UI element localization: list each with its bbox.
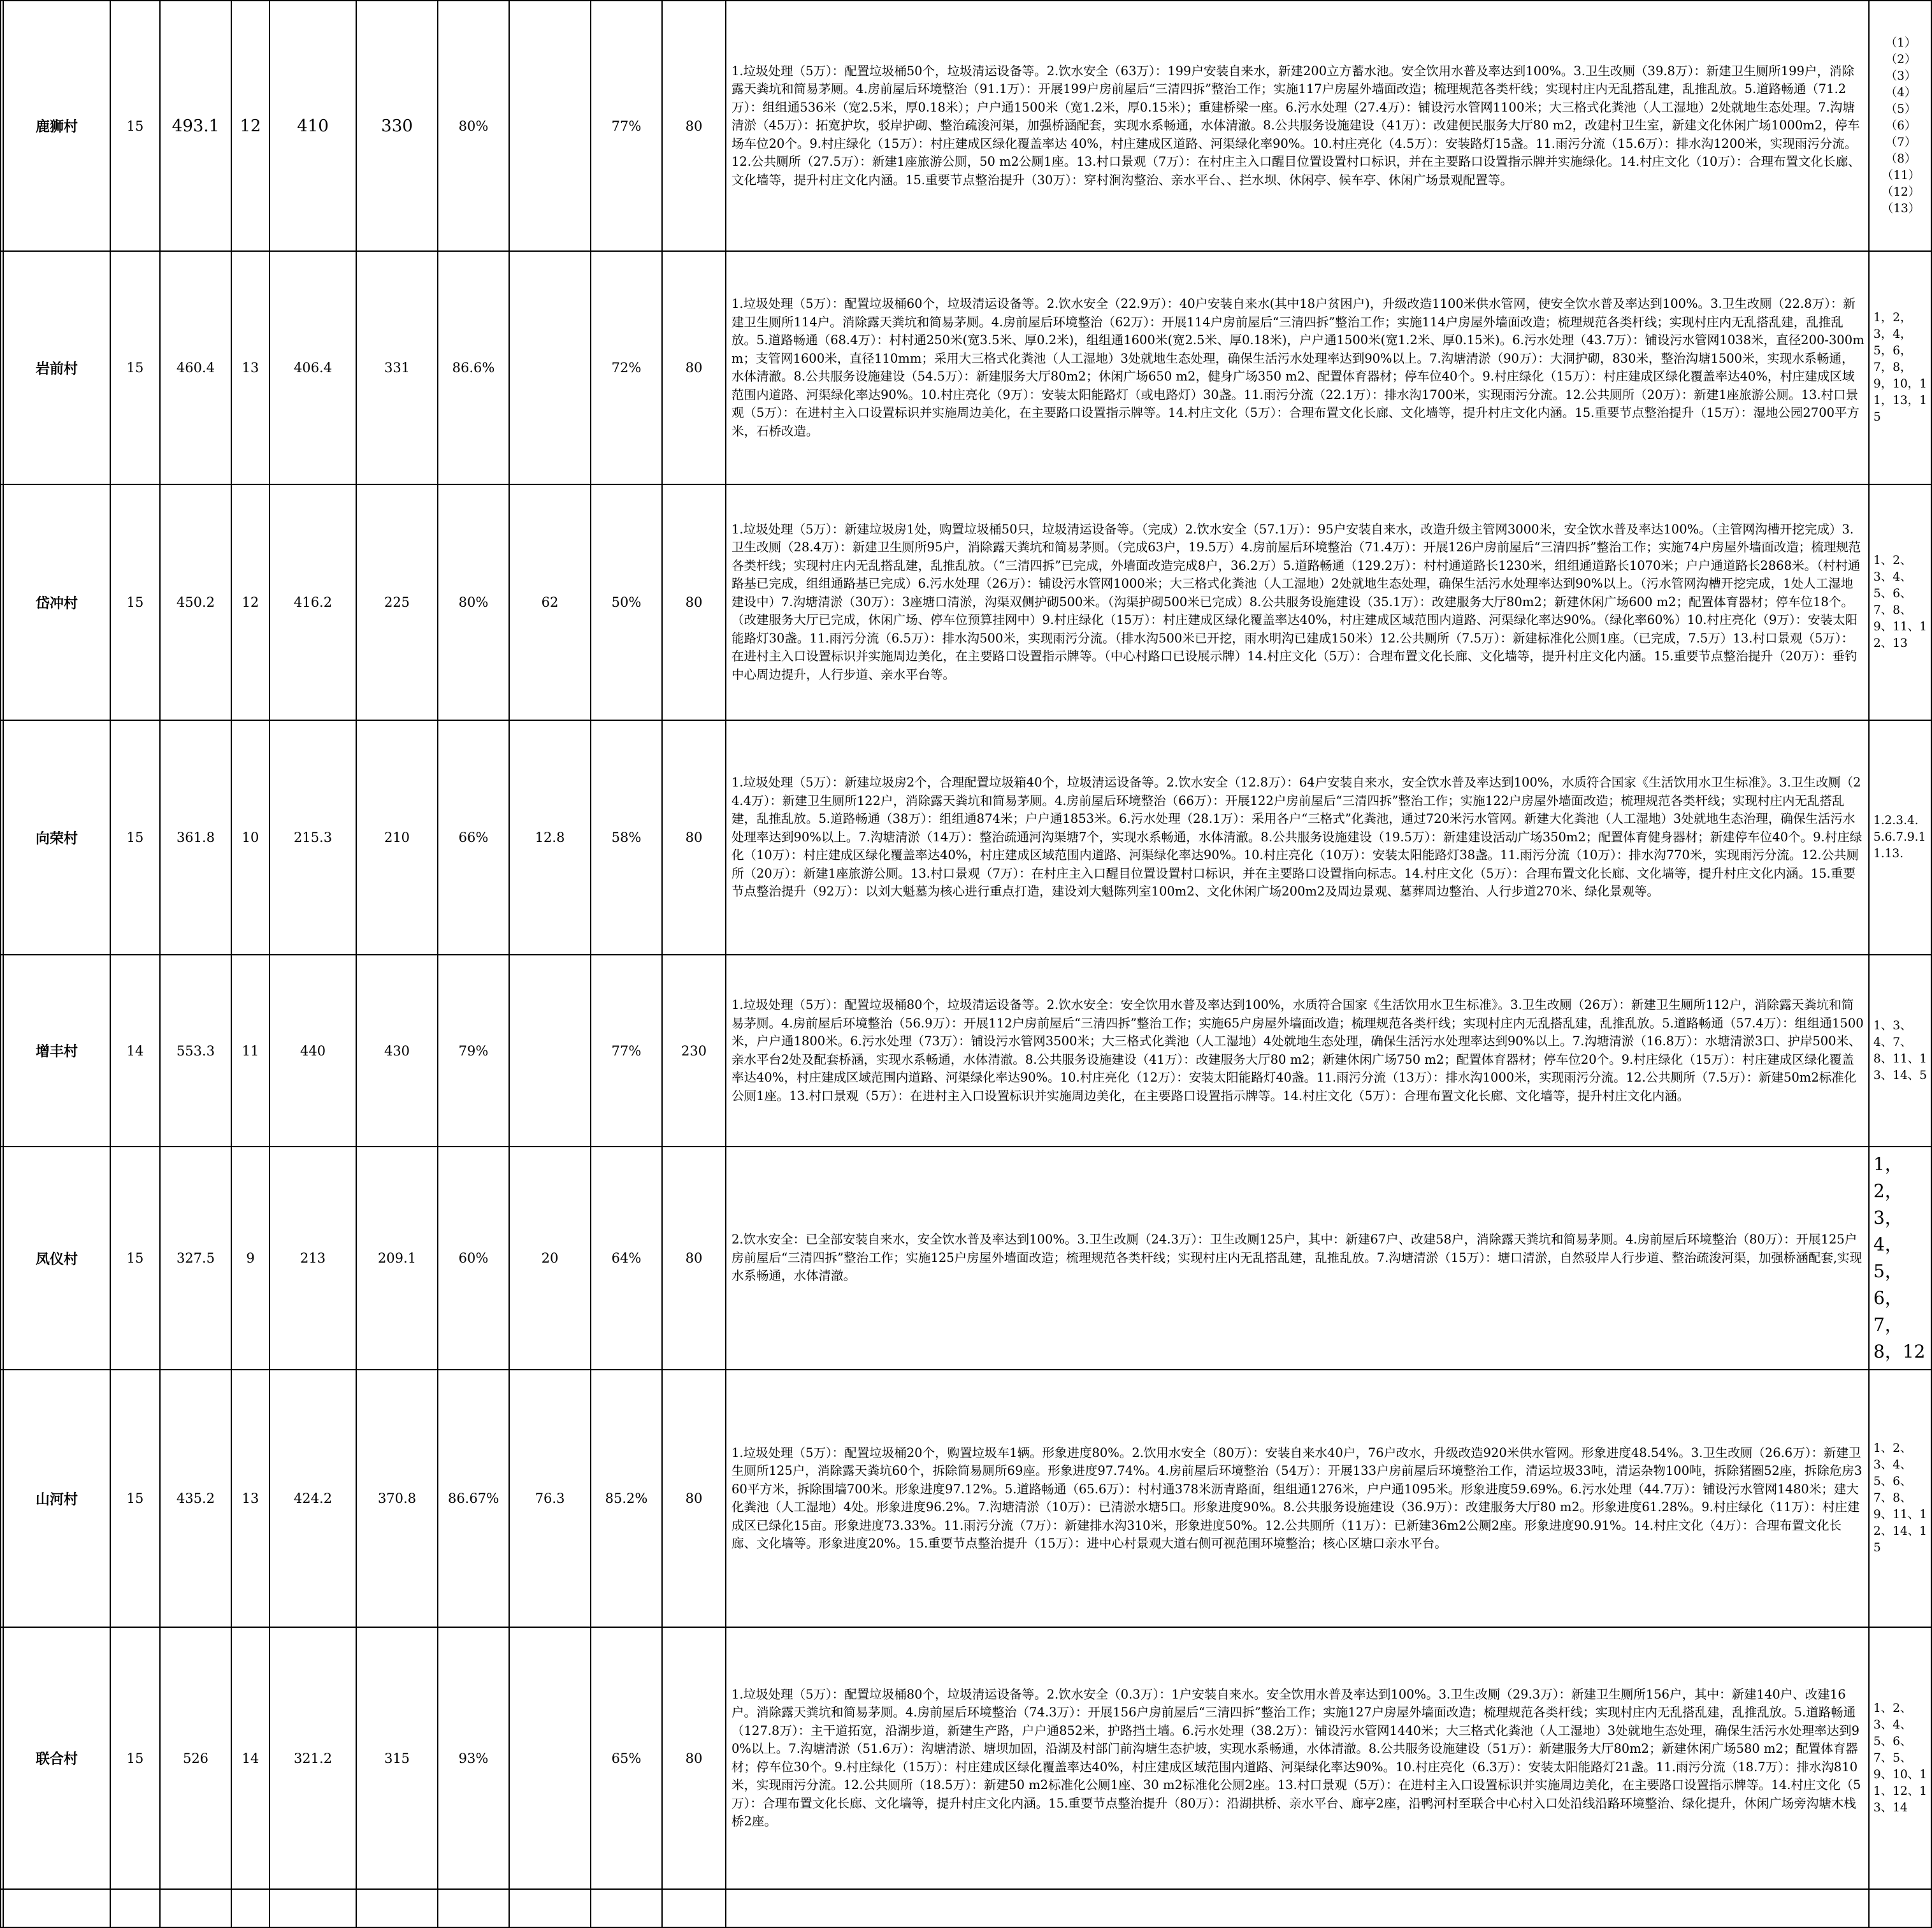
cell-c7: 12.8 [509, 720, 591, 955]
empty-cell [110, 1889, 160, 1927]
cell-c6: 86.6% [438, 251, 509, 484]
cell-c6: 66% [438, 720, 509, 955]
project-description: 1.垃圾处理（5万）：配置垃圾桶60个，垃圾清运设备等。2.饮水安全（22.9万）：40户安装自来水(其中18户贫困户)，升级改造1100米供水管网，使安全饮水普及率达到100%。3.卫生改厕（22.8万）：新建卫生厕所114户。消除露天粪坑和简易茅厕。4.房前屋后环境整治（62万）：开展114户房前屋后“三清四拆”整治工作；实施114户房屋外墙面改造；梳理规范各类杆线；实现村庄内无乱搭乱建，乱推乱放。5.道路畅通（68.4万）：村村通250米(宽3.5米、厚0.2米)，组组通1600米(宽2.5米、厚0.18米)，户户通1500米(宽1.2米、厚0.15米)。6.污水处理（43.7万）：铺设污水管网1038米，直径200-300mm；支管网1600米，直径110mm；采用大三格式化粪池（人工湿地）3处就地生态处理，确保生活污水处理率达到90%以上。7.沟塘清淤（90万）：大洞护砌，830米，整治沟塘1500米，实现水系畅通，水体清澈。8.公共服务设施建设（54.5万）：新建服务大厅80m2；休闲广场650 m2，健身广场350 m2、配置体育器材；停车位40个。9.村庄绿化（15万）：村庄建成区绿化覆盖率达40%，村庄建成区域范围内道路、河渠绿化率达90%。10.村庄亮化（9万）：安装太阳能路灯（或电路灯）30盏。11.雨污分流（22.1万）：排水沟1700米，实现雨污分流。12.公共厕所（20万）：新建1座旅游公厕。13.村口景观（5万）：在进村主入口设置标识并实施周边美化，在主要路口设置指示牌等。14.村庄文化（5万）：合理布置文化长廊、文化墙等，提升村庄文化内涵。15.重要节点整治提升（15万）：湿地公园2700平方米，石桥改造。 [726, 251, 1869, 484]
cell-c2: 526 [160, 1627, 231, 1889]
cell-c3: 11 [231, 955, 270, 1147]
cell-c7 [509, 955, 591, 1147]
cell-c7: 76.3 [509, 1370, 591, 1627]
cell-c1: 15 [110, 720, 160, 955]
cell-c3: 12 [231, 1, 270, 251]
completed-items: （1） （2） （3） （4） （5） （6） （7） （8） （11） （12） （13） [1869, 1, 1931, 251]
cell-c3: 12 [231, 484, 270, 720]
cell-c5: 370.8 [356, 1370, 438, 1627]
cell-c2: 450.2 [160, 484, 231, 720]
cell-c1: 15 [110, 1370, 160, 1627]
cell-c7 [509, 1627, 591, 1889]
table-row [1, 1370, 1931, 1627]
village-name: 山河村 [3, 1370, 110, 1627]
table-row [1, 720, 1931, 955]
cell-c4: 213 [270, 1147, 356, 1370]
cell-c8: 58% [591, 720, 662, 955]
cell-c2: 493.1 [160, 1, 231, 251]
village-name: 联合村 [3, 1627, 110, 1889]
cell-c8: 77% [591, 1, 662, 251]
cell-c3: 13 [231, 251, 270, 484]
project-description: 1.垃圾处理（5万）：新建垃圾房1处，购置垃圾桶50只，垃圾清运设备等。（完成）2.饮水安全（57.1万）：95户安装自来水，改造升级主管网3000米，安全饮水普及率达100%。（主管网沟槽开挖完成）3.卫生改厕（28.4万）：新建卫生厕所95户，消除露天粪坑和简易茅厕。（完成63户，19.5万）4.房前屋后环境整治（71.4万）：开展126户房前屋后“三清四拆”整治工作；实施74户房屋外墙面改造；梳理规范各类杆线；实现村庄内无乱搭乱建，乱推乱放。（“三清四拆”已完成，外墙面改造完成8户，36.2万）5.道路畅通（129.2万）：村村通道路长1230米，组组通道路长1070米；户户通道路长2868米。（村村通路基已完成，组组通路基已完成）6.污水处理（26万）：铺设污水管网1000米；大三格式化粪池（人工湿地）2处就地生态处理，确保生活污水处理率达到90%以上。（污水管网沟槽开挖完成，1处人工湿地建设中）7.沟塘清淤（30万）：3座塘口清淤，沟渠双侧护砌500米。（沟渠护砌500米已完成）8.公共服务设施建设（35.1万）：改建服务大厅80m2；新建休闲广场600 m2；配置体育器材；停车位18个。（改建服务大厅已完成，休闲广场、停车位预算挂网中）9.村庄绿化（15万）：村庄建成区绿化覆盖率达40%，村庄建成区域范围内道路、河渠绿化率达90%。（绿化率60%）10.村庄亮化（9万）：安装太阳能路灯30盏。11.雨污分流（6.5万）：排水沟500米，实现雨污分流。（排水沟500米已开挖，雨水明沟已建成150米）12.公共厕所（7.5万）：新建标准化公厕1座。（已完成，7.5万）13.村口景观（5万）：在进村主入口设置标识并实施周边美化，在主要路口设置指示牌等。（中心村路口已设展示牌）14.村庄文化（5万）：合理布置文化长廊、文化墙等，提升村庄文化内涵。15.重要节点整治提升（20万）：垂钓中心周边提升，人行步道、亲水平台等。 [726, 484, 1869, 720]
cell-c8: 77% [591, 955, 662, 1147]
village-name: 增丰村 [3, 955, 110, 1147]
village-name: 岩前村 [3, 251, 110, 484]
cell-c2: 553.3 [160, 955, 231, 1147]
table-row [1, 955, 1931, 1147]
cell-c3: 14 [231, 1627, 270, 1889]
cell-c4: 440 [270, 955, 356, 1147]
cell-c5: 330 [356, 1, 438, 251]
table-row [1, 251, 1931, 484]
cell-c6: 79% [438, 955, 509, 1147]
village-name: 鹿狮村 [3, 1, 110, 251]
cell-c2: 361.8 [160, 720, 231, 955]
completed-items: 1、2、3、4、5、6、7、5、9、10、11、12、13、14 [1869, 1627, 1931, 1889]
empty-cell [509, 1889, 591, 1927]
empty-cell [356, 1889, 438, 1927]
cell-c9: 80 [662, 1627, 726, 1889]
empty-cell [3, 1889, 110, 1927]
table-row [1, 1889, 1931, 1927]
cell-c5: 430 [356, 955, 438, 1147]
project-description: 1.垃圾处理（5万）：新建垃圾房2个，合理配置垃圾箱40个，垃圾清运设备等。2.饮水安全（12.8万）：64户安装自来水，安全饮水普及率达到100%，水质符合国家《生活饮用水卫生标准》。3.卫生改厕（24.4万）：新建卫生厕所122户，消除露天粪坑和简易茅厕。4.房前屋后环境整治（66万）：开展122户房前屋后“三清四拆”整治工作；实施122户房屋外墙面改造；梳理规范各类杆线；实现村庄内无乱搭乱建，乱推乱放。5.道路畅通（38万）：组组通874米；户户通1853米。6.污水处理（28.1万）：采用各户“三格式”化粪池，通过720米污水管网。新建大化粪池（人工湿地）3处就地生态治理，确保生活污水处理率达到90%以上。7.沟塘清淤（14万）：整治疏通河沟渠塘7个，实现水系畅通，水体清澈。8.公共服务设施建设（19.5万）：新建建设活动广场350m2；配置体育健身器材；新建停车位40个。9.村庄绿化（10万）：村庄建成区绿化覆盖率达40%，村庄建成区域范围内道路、河渠绿化率达90%。10.村庄亮化（10万）：安装太阳能路灯38盏。11.雨污分流（10万）：排水沟770米，实现雨污分流。12.公共厕所（20万）：新建1座旅游公厕。13.村口景观（7万）：在村庄主入口醒目位置设置村口标识，并在主要路口设置指向标志。14.村庄文化（5万）：合理布置文化长廊、文化墙等，提升村庄文化内涵。15.重要节点整治提升（92万）：以刘大魁墓为核心进行重点打造，建设刘大魁陈列室100m2、文化休闲广场200m2及周边景观、墓葬周边整治、人行步道270米、绿化景观等。 [726, 720, 1869, 955]
cell-c2: 327.5 [160, 1147, 231, 1370]
cell-c7: 20 [509, 1147, 591, 1370]
cell-c9: 80 [662, 484, 726, 720]
empty-cell [1869, 1889, 1931, 1927]
project-description: 1.垃圾处理（5万）：配置垃圾桶20个，购置垃圾车1辆。形象进度80%。2.饮用水安全（80万）：安装自来水40户，76户改水，升级改造920米供水管网。形象进度48.54%。3.卫生改厕（26.6万）：新建卫生厕所125户，消除露天粪坑60个，拆除简易厕所69座。形象进度97.74%。4.房前屋后环境整治（54万）：开展133户房前屋后环境整治工作，清运垃圾33吨，清运杂物100吨，拆除猪圈52座，拆除危房360平方米，拆除围墙700米。形象进度97.12%。5.道路畅通（65.6万）：村村通378米沥青路面，组组通1276米，户户通1095米。形象进度59.69%。6.污水处理（44.7万）：铺设污水管网1480米；建大化粪池（人工湿地）4处。形象进度96.2%。7.沟塘清淤（10万）：已清淤水塘5口。形象进度90%。8.公共服务设施建设（36.9万）：改建服务大厅80 m2。形象进度61.28%。9.村庄绿化（11万）：村庄建成区已绿化15亩。形象进度73.33%。11.雨污分流（7万）：新建排水沟310米，形象进度50%。12.公共厕所（11万）：已新建36m2公厕2座。形象进度90.91%。14.村庄文化（4万）：合理布置文化长廊、文化墙等。形象进度20%。15.重要节点整治提升（15万）：进中心村景观大道右侧可视范围环境整治；核心区塘口亲水平台。 [726, 1370, 1869, 1627]
cell-c9: 80 [662, 1370, 726, 1627]
cell-c4: 406.4 [270, 251, 356, 484]
cell-c1: 15 [110, 251, 160, 484]
cell-c1: 15 [110, 1147, 160, 1370]
cell-c2: 435.2 [160, 1370, 231, 1627]
cell-c5: 210 [356, 720, 438, 955]
cell-c8: 65% [591, 1627, 662, 1889]
cell-c1: 15 [110, 484, 160, 720]
completed-items: 1，2，3，4，5，6，7，8，12 [1869, 1147, 1931, 1370]
cell-c5: 331 [356, 251, 438, 484]
cell-c9: 80 [662, 720, 726, 955]
cell-c4: 215.3 [270, 720, 356, 955]
cell-c7: 62 [509, 484, 591, 720]
cell-c6: 60% [438, 1147, 509, 1370]
cell-c4: 410 [270, 1, 356, 251]
cell-c6: 80% [438, 1, 509, 251]
cell-c3: 9 [231, 1147, 270, 1370]
village-name: 向荣村 [3, 720, 110, 955]
empty-cell [591, 1889, 662, 1927]
village-name: 凤仪村 [3, 1147, 110, 1370]
table-row [1, 484, 1931, 720]
cell-c1: 14 [110, 955, 160, 1147]
project-description: 1.垃圾处理（5万）：配置垃圾桶50个，垃圾清运设备等。2.饮水安全（63万）：199户安装自来水，新建200立方蓄水池。安全饮用水普及率达到100%。3.卫生改厕（39.8万）：新建卫生厕所199户，消除露天粪坑和简易茅厕。4.房前屋后环境整治（91.1万）：开展199户房前屋后“三清四拆”整治工作；实施117户房屋外墙面改造；梳理规范各类杆线；实现村庄内无乱搭乱建，乱推乱放。5.道路畅通（71.2万）：组组通536米（宽2.5米，厚0.18米）；户户通1500米（宽1.2米，厚0.15米）；重建桥梁一座。6.污水处理（27.4万）：铺设污水管网1100米；大三格式化粪池（人工湿地）2处就地生态处理。7.沟塘清淤（45万）：拓宽护坎，驳岸护砌、整治疏浚河渠，加强桥涵配套，实现水系畅通，水体清澈。8.公共服务设施建设（41万）：改建便民服务大厅80 m2，改建村卫生室，新建文化休闲广场1000m2，停车场车位20个。9.村庄绿化（15万）：村庄建成区绿化覆盖率达 40%，村庄建成区道路、河渠绿化率90%。10.村庄亮化（4.5万）：安装路灯15盏。11.雨污分流（15.6万）：排水沟1200米，实现雨污分流。12.公共厕所（27.5万）：新建1座旅游公厕，50 m2公厕1座。13.村口景观（7万）：在村庄主入口醒目位置设置村口标识，并在主要路口设置指示牌并实施绿化。14.村庄文化（10万）：合理布置文化长廊、文化墙等，提升村庄文化内涵。15.重要节点整治提升（30万）：穿村涧沟整治、亲水平台、、拦水坝、休闲亭、候车亭、休闲广场景观配置等。 [726, 1, 1869, 251]
cell-c3: 10 [231, 720, 270, 955]
cell-c8: 50% [591, 484, 662, 720]
village-name: 岱冲村 [3, 484, 110, 720]
cell-c5: 209.1 [356, 1147, 438, 1370]
completed-items: 1、3、4、7、8、11、13、14、5 [1869, 955, 1931, 1147]
empty-cell [662, 1889, 726, 1927]
cell-c1: 15 [110, 1, 160, 251]
cell-c1: 15 [110, 1627, 160, 1889]
project-description: 2.饮水安全：已全部安装自来水，安全饮水普及率达到100%。3.卫生改厕（24.3万）：卫生改厕125户，其中：新建67户、改建58户，消除露天粪坑和简易茅厕。4.房前屋后环境整治（80万）：开展125户房前屋后“三清四拆”整治工作；实施125户房屋外墙面改造；梳理规范各类杆线；实现村庄内无乱搭乱建，乱推乱放。7.沟塘清淤（15万）：塘口清淤，自然驳岸人行步道、整治疏浚河渠，加强桥涵配套,实现水系畅通，水体清澈。 [726, 1147, 1869, 1370]
cell-c5: 315 [356, 1627, 438, 1889]
table-row [1, 1147, 1931, 1370]
cell-c3: 13 [231, 1370, 270, 1627]
cell-c7 [509, 1, 591, 251]
table-row [1, 1627, 1931, 1889]
cell-c9: 230 [662, 955, 726, 1147]
completed-items: 1、2、3、4、5、6、7、8、9、11、12、14、15 [1869, 1370, 1931, 1627]
empty-cell [231, 1889, 270, 1927]
cell-c9: 80 [662, 1, 726, 251]
cell-c4: 424.2 [270, 1370, 356, 1627]
completed-items: 1.2.3.4.5.6.7.9.11.13. [1869, 720, 1931, 955]
cell-c6: 93% [438, 1627, 509, 1889]
project-description: 1.垃圾处理（5万）：配置垃圾桶80个，垃圾清运设备等。2.饮水安全：安全饮用水普及率达到100%，水质符合国家《生活饮用水卫生标准》。3.卫生改厕（26万）：新建卫生厕所112户，消除露天粪坑和简易茅厕。4.房前屋后环境整治（56.9万）：开展112户房前屋后“三清四拆”整治工作；实施65户房屋外墙面改造；梳理规范各类杆线；实现村庄内无乱搭乱建，乱推乱放。5.道路畅通（57.4万）：组组通1500米，户户通1800米。6.污水处理（73万）：铺设污水管网3500米；大三格式化粪池（人工湿地）4处就地生态处理，确保生活污水处理率达到90%以上。7.沟塘清淤（16.8万）：水塘清淤3口、护岸500米、亲水平台2处及配套桥涵，实现水系畅通，水体清澈。8.公共服务设施建设（41万）：改建服务大厅80 m2；新建休闲广场750 m2；配置体育器材；停车位20个。9.村庄绿化（15万）：村庄建成区绿化覆盖率达40%，村庄建成区域范围内道路、河渠绿化率达90%。10.村庄亮化（12万）：安装太阳能路灯40盏。11.雨污分流（13万）：排水沟1000米，实现雨污分流。12.公共厕所（7.5万）：新建50m2标准化公厕1座。13.村口景观（5万）：在进村主入口设置标识并实施周边美化，在主要路口设置指示牌等。14.村庄文化（5万）：合理布置文化长廊、文化墙等，提升村庄文化内涵。 [726, 955, 1869, 1147]
cell-c2: 460.4 [160, 251, 231, 484]
cell-c8: 72% [591, 251, 662, 484]
project-description: 1.垃圾处理（5万）：配置垃圾桶80个，垃圾清运设备等。2.饮水安全（0.3万）：1户安装自来水。安全饮用水普及率达到100%。3.卫生改厕（29.3万）：新建卫生厕所156户，其中：新建140户、改建16户。消除露天粪坑和简易茅厕。4.房前屋后环境整治（74.3万）：开展156户房前屋后“三清四拆”整治工作；实施127户房屋外墙面改造；梳理规范各类杆线；实现村庄内无乱搭乱建，乱推乱放。5.道路畅通（127.8万）：主干道拓宽，沿湖步道，新建生产路，户户通852米，护路挡土墙。6.污水处理（38.2万）：铺设污水管网1440米；大三格式化粪池（人工湿地）3处就地生态处理，确保生活污水处理率达到90%以上。7.沟塘清淤（51.6万）：沟塘清淤、塘坝加固，沿湖及村部门前沟塘生态护坡，实现水系畅通，水体清澈。8.公共服务设施建设（51万）：新建服务大厅80m2；新建休闲广场580 m2；配置体育器材；停车位30个。9.村庄绿化（15万）：村庄建成区绿化覆盖率达40%，村庄建成区域范围内道路、河渠绿化率达90%。10.村庄亮化（6.3万）：安装太阳能路灯21盏。11.雨污分流（18.7万）：排水沟810米，实现雨污分流。12.公共厕所（18.5万）：新建50 m2标准化公厕1座、30 m2标准化公厕2座。13.村口景观（5万）：在进村主入口设置标识并实施周边美化，在主要路口设置指示牌等。14.村庄文化（5万）：合理布置文化长廊、文化墙等，提升村庄文化内涵。15.重要节点整治提升（80万）：沿湖拱桥、亲水平台、廊亭2座，沿鸭河村至联合中心村入口处沿线沿路环境整治、绿化提升，休闲广场旁沟塘木栈桥2座。 [726, 1627, 1869, 1889]
cell-c9: 80 [662, 251, 726, 484]
empty-cell [726, 1889, 1869, 1927]
cell-c8: 64% [591, 1147, 662, 1370]
cell-c4: 416.2 [270, 484, 356, 720]
cell-c9: 80 [662, 1147, 726, 1370]
table-row [1, 1, 1931, 251]
empty-cell [438, 1889, 509, 1927]
cell-c6: 86.67% [438, 1370, 509, 1627]
cell-c5: 225 [356, 484, 438, 720]
cell-c7 [509, 251, 591, 484]
cell-c8: 85.2% [591, 1370, 662, 1627]
completed-items: 1，2，3，4，5，6，7，8，9，10，11，13，15 [1869, 251, 1931, 484]
empty-cell [160, 1889, 231, 1927]
completed-items: 1、2、3、4、5、6、7、8、9、11、12、13 [1869, 484, 1931, 720]
cell-c4: 321.2 [270, 1627, 356, 1889]
empty-cell [270, 1889, 356, 1927]
cell-c6: 80% [438, 484, 509, 720]
